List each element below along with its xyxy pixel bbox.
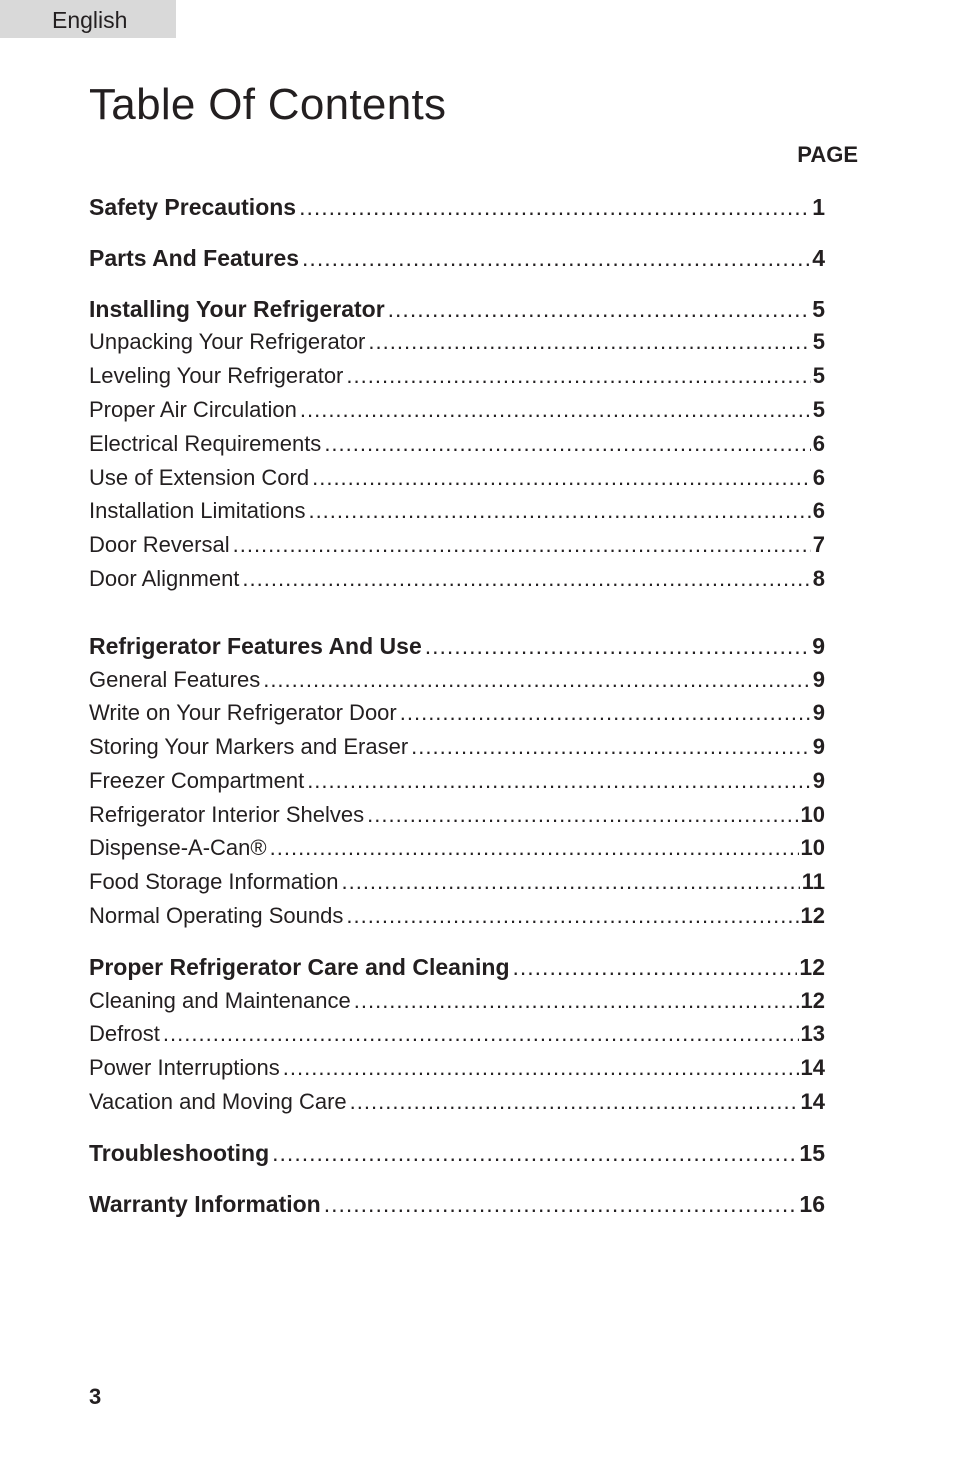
toc-entry[interactable] xyxy=(89,1089,825,1119)
toc-entry-label: Defrost xyxy=(89,1021,160,1046)
toc-entry-label: Parts And Features xyxy=(89,245,300,271)
toc-section-heading[interactable] xyxy=(89,1191,825,1221)
dot-leader xyxy=(425,633,810,660)
dot-leader xyxy=(388,296,811,323)
toc-entry-page-number: 12 xyxy=(800,988,825,1013)
toc-entry[interactable] xyxy=(89,802,825,832)
toc-entry-label: General Features xyxy=(89,667,261,692)
dot-leader xyxy=(312,465,811,491)
toc-entry[interactable] xyxy=(89,988,825,1018)
toc-entry-label: Normal Operating Sounds xyxy=(89,903,344,928)
dot-leader xyxy=(513,954,798,981)
toc-entry-label: Vacation and Moving Care xyxy=(89,1089,347,1114)
toc-entry-page-number: 5 xyxy=(812,329,825,354)
toc-section-heading[interactable] xyxy=(89,245,825,275)
toc-entry-page-number: 14 xyxy=(800,1055,825,1080)
toc-entry-page-number: 10 xyxy=(800,835,825,860)
dot-leader xyxy=(263,667,811,693)
toc-entry[interactable] xyxy=(89,532,825,562)
dot-leader xyxy=(163,1021,799,1047)
toc-entry-label: Refrigerator Interior Shelves xyxy=(89,802,365,827)
toc-entry-label: Proper Refrigerator Care and Cleaning xyxy=(89,954,510,980)
dot-leader xyxy=(308,498,810,524)
toc-entry[interactable] xyxy=(89,768,825,798)
toc-entry[interactable] xyxy=(89,667,825,697)
toc-entry-page-number: 12 xyxy=(799,954,825,980)
toc-entry[interactable] xyxy=(89,329,825,359)
toc-entry-label: Write on Your Refrigerator Door xyxy=(89,700,397,725)
toc-entry-page-number: 7 xyxy=(812,532,825,557)
toc-entry-page-number: 8 xyxy=(812,566,825,591)
dot-leader xyxy=(368,329,810,355)
toc-entry-page-number: 6 xyxy=(812,431,825,456)
toc-entry[interactable] xyxy=(89,734,825,764)
dot-leader xyxy=(272,1140,797,1167)
dot-leader xyxy=(346,363,810,389)
toc-entry-page-number: 5 xyxy=(812,397,825,422)
toc-entry-page-number: 6 xyxy=(812,498,825,523)
dot-leader xyxy=(367,802,798,828)
toc-entry-page-number: 12 xyxy=(800,903,825,928)
toc-entry-label: Proper Air Circulation xyxy=(89,397,297,422)
toc-section-heading[interactable] xyxy=(89,954,825,984)
dot-leader xyxy=(300,397,811,423)
toc-entry-page-number: 15 xyxy=(799,1140,825,1166)
toc-entry-label: Warranty Information xyxy=(89,1191,321,1217)
dot-leader xyxy=(299,194,810,221)
dot-leader xyxy=(350,1089,799,1115)
toc-entry-page-number: 5 xyxy=(812,296,825,322)
toc-entry-label: Freezer Compartment xyxy=(89,768,305,793)
toc-section-heading[interactable] xyxy=(89,1140,825,1170)
toc-entry[interactable] xyxy=(89,835,825,865)
dot-leader xyxy=(324,431,810,457)
toc-entry-page-number: 13 xyxy=(800,1021,825,1046)
page-column-header: PAGE xyxy=(797,142,858,167)
dot-leader xyxy=(302,245,810,272)
toc-entry-label: Use of Extension Cord xyxy=(89,465,310,490)
toc-entry-page-number: 9 xyxy=(812,633,825,659)
toc-entry-label: Troubleshooting xyxy=(89,1140,270,1166)
toc-section-heading[interactable] xyxy=(89,194,825,224)
toc-entry-label: Power Interruptions xyxy=(89,1055,280,1080)
toc-entry[interactable] xyxy=(89,1021,825,1051)
toc-entry-page-number: 9 xyxy=(812,734,825,759)
dot-leader xyxy=(307,768,811,794)
toc-entry-page-number: 9 xyxy=(812,768,825,793)
toc-entry[interactable] xyxy=(89,869,825,899)
dot-leader xyxy=(341,869,799,895)
toc-entry-label: Food Storage Information xyxy=(89,869,339,894)
dot-leader xyxy=(283,1055,799,1081)
toc-entry-page-number: 16 xyxy=(799,1191,825,1217)
toc-entry-label: Leveling Your Refrigerator xyxy=(89,363,344,388)
dot-leader xyxy=(346,903,798,929)
toc-entry-label: Door Reversal xyxy=(89,532,230,557)
toc-entry[interactable] xyxy=(89,465,825,495)
toc-entry-page-number: 9 xyxy=(812,700,825,725)
dot-leader xyxy=(324,1191,798,1218)
toc-entry-page-number: 6 xyxy=(812,465,825,490)
toc-entry-page-number: 11 xyxy=(801,869,825,894)
toc-entry-label: Dispense-A-Can® xyxy=(89,835,267,860)
toc-entry-page-number: 10 xyxy=(800,802,825,827)
toc-entry[interactable] xyxy=(89,903,825,933)
toc-entry[interactable] xyxy=(89,700,825,730)
toc-entry-page-number: 1 xyxy=(812,194,825,220)
toc-entry[interactable] xyxy=(89,431,825,461)
toc-entry-label: Storing Your Markers and Eraser xyxy=(89,734,409,759)
toc-entry-page-number: 5 xyxy=(812,363,825,388)
toc-entry-page-number: 14 xyxy=(800,1089,825,1114)
toc-entry-label: Electrical Requirements xyxy=(89,431,322,456)
toc-entry-label: Safety Precautions xyxy=(89,194,297,220)
dot-leader xyxy=(233,532,811,558)
toc-entry-label: Unpacking Your Refrigerator xyxy=(89,329,366,354)
toc-section-heading[interactable] xyxy=(89,296,825,326)
toc-entry-label: Installation Limitations xyxy=(89,498,306,523)
toc-entry-label: Cleaning and Maintenance xyxy=(89,988,351,1013)
toc-entry-label: Door Alignment xyxy=(89,566,240,591)
toc-entry[interactable] xyxy=(89,397,825,427)
dot-leader xyxy=(411,734,811,760)
toc-entry-page-number: 4 xyxy=(812,245,825,271)
toc-entry[interactable] xyxy=(89,498,825,528)
dot-leader xyxy=(242,566,810,592)
page-number: 3 xyxy=(89,1384,102,1409)
toc-entry[interactable] xyxy=(89,363,825,393)
dot-leader xyxy=(400,700,811,726)
page-title: Table Of Contents xyxy=(89,80,447,129)
dot-leader xyxy=(270,835,799,861)
toc-entry[interactable] xyxy=(89,566,825,596)
dot-leader xyxy=(354,988,799,1014)
toc-entry-label: Installing Your Refrigerator xyxy=(89,296,385,322)
toc-entry-page-number: 9 xyxy=(812,667,825,692)
toc-section-heading[interactable] xyxy=(89,633,825,663)
toc-entry[interactable] xyxy=(89,1055,825,1085)
language-tab: English xyxy=(0,0,176,38)
toc-entry-label: Refrigerator Features And Use xyxy=(89,633,422,659)
